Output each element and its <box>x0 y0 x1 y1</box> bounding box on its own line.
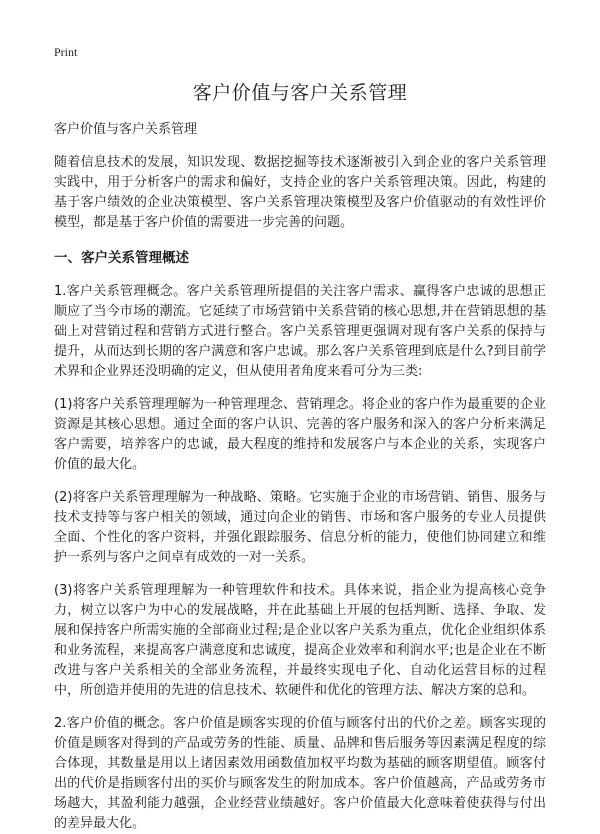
paragraph-crm-strategy: (2)将客户关系管理理解为一种战略、策略。它实施于企业的市场营销、销售、服务与技术支持等与客户相关的领域，通过向企业的销售、市场和客户服务的专业人员提供全面、个性化的客户资料，并强化跟踪服务、信息分析的能力，使他们协同建立和维护一系列与客户之间卓有成效的一对一关系。 <box>54 490 546 565</box>
paragraph-crm-concept: 1.客户关系管理概念。客户关系管理所提倡的关注客户需求、赢得客户忠诚的思想正顺应了当今市场的潮流。它延续了市场营销中关系营销的核心思想,并在营销思想的基础上对营销过程和营销方式进行整合。客户关系管理更强调对现有客户关系的保持与提升，从而达到长期的客户满意和客户忠诚。那么客户关系管理到底是什么?到目前学术界和企业界还没明确的定义，但从使用者角度来看可分为三类: <box>54 284 546 379</box>
paragraph-crm-software: (3)将客户关系管理理解为一种管理软件和技术。具体来说，指企业为提高核心竞争力，树立以客户为中心的发展战略，并在此基础上开展的包括判断、选择、争取、发展和保持客户所需实施的全部商业过程;是企业以客户关系为重点，优化企业组织体系和业务流程，来提高客户满意度和忠诚度，提高企业效率和利润水平;也是企业在不断改进与客户关系相关的全部业务流程，并最终实现电子化、自动化运营目标的过程中，所创造并使用的先进的信息技术、软硬件和优化的管理方法、解决方案的总和。 <box>54 583 546 698</box>
print-link[interactable]: Print <box>54 45 78 59</box>
intro-paragraph: 随着信息技术的发展，知识发现、数据挖掘等技术逐渐被引入到企业的客户关系管理实践中，用于分析客户的需求和偏好，支持企业的客户关系管理决策。因此，构建的基于客户绩效的企业决策模型、客户关系管理决策模型及客户价值驱动的有效性评价模型，都是基于客户价值的需要进一步完善的问题。 <box>54 155 546 230</box>
page-title: 客户价值与客户关系管理 <box>192 82 408 104</box>
section-heading-overview: 一、客户关系管理概述 <box>54 250 189 266</box>
document-subtitle: 客户价值与客户关系管理 <box>54 122 198 137</box>
paragraph-crm-philosophy: (1)将客户关系管理理解为一种管理理念、营销理念。将企业的客户作为最重要的企业资源是其核心思想。通过全面的客户认识、完善的客户服务和深入的客户分析来满足客户需要，培养客户的忠诚，最大程度的维持和发展客户与本企业的关系，实现客户价值的最大化。 <box>54 397 546 472</box>
paragraph-customer-value: 2.客户价值的概念。客户价值是顾客实现的价值与顾客付出的代价之差。顾客实现的价值是顾客对得到的产品或劳务的性能、质量、品牌和售后服务等因素满足程度的综合体现，其数量是用以上诸因素效用函数值加权平均数为基础的顾客期望值。顾客付出的代价是指顾客付出的买价与顾客发生的附加成本。客户价值越高，产品或劳务市场越大，其盈利能力越强，企业经营业绩越好。客户价值最大化意味着使获得与付出的差异最大化。 <box>54 716 546 831</box>
